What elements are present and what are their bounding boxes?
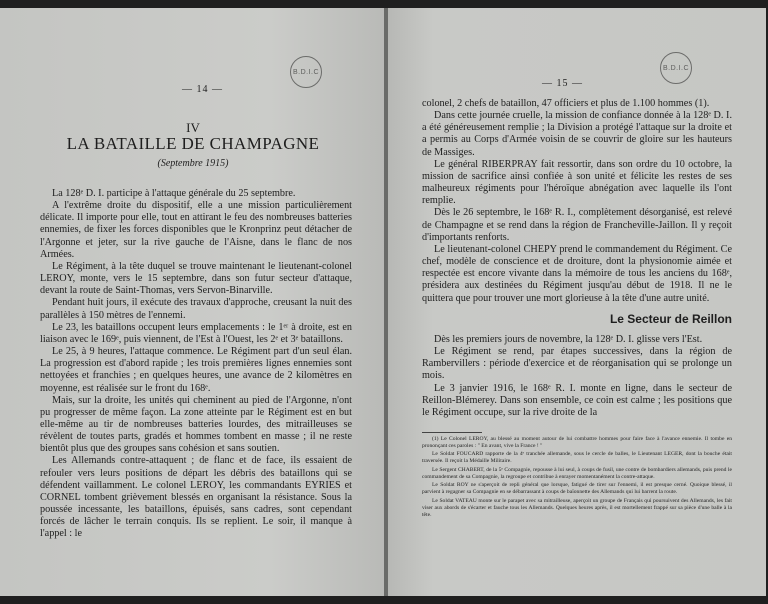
- footnote: Le Soldat ROY ne s'aperçoit de repli général que lorsque, fatigué de tirer sur l'ennemi, il est presque cerné. Quoique blessé, il parvient à regagner sa Compagnie en se débarrassant à coups de baïonnette des Allemands qui lui barrent la route.: [422, 482, 732, 496]
- section-title: Le Secteur de Reillon: [609, 312, 732, 326]
- paragraph: Le 25, à 9 heures, l'attaque commence. Le Régiment part d'un seul élan. La progression est d'abord rapide ; les trois premières lignes ennemies sont nettoyées et franchies ; en quelques heures, une avance de 2 kilomètres en moyenne, est réalisée sur le front du 168ᵉ.: [40, 346, 352, 394]
- footnote: Le Sergent CHABERT, de la 5ᵉ Compagnie, repousse à lui seul, à coups de fusil, une contre de bombardiers allemands, puis prend le commandement de sa Compagnie, la regroupe et contribue à enrayer momentanément la contre-attaque.: [422, 466, 732, 480]
- paragraph: colonel, 2 chefs de bataillon, 47 officiers et plus de 1.100 hommes (1).: [422, 98, 710, 109]
- page-number: — 14 —: [182, 84, 223, 95]
- paragraph: Dès le 26 septembre, le 168ᵉ R. I., complètement désorganisé, est relevé de Champagne et se rend dans la région de Francheville-Jaillon. Il y reçoit d'importants renforts.: [422, 207, 732, 243]
- paragraph: Dans cette journée cruelle, la mission de confiance donnée à la 128ᵉ D. I. a été généreusement remplie ; la Division a protégé l'attaque sur la droite et a permis au Corps d'Armée voisin de se couvrir de gloire sur les hauteurs de Massiges.: [422, 110, 732, 158]
- footnote: Le Soldat VATEAU monte sur le parapet avec sa mitrailleuse, aperçoit un groupe de Français qui poursuivent des Allemands, les fait viser aux abords de s'écarter et fauche tous les Allemands. Quelques heures après, il est mortellement frappé sur sa pièce d'une balle à la tête.: [422, 497, 732, 518]
- chapter-subtitle: (Septembre 1915): [157, 158, 229, 169]
- paragraph: Le Régiment, à la tête duquel se trouve maintenant le lieutenant-colonel LEROY, monte, vers le 15 septembre, dans son futur secteur d'attaque, devant la route de Saint-Thomas, vers Servon-Binarville.: [40, 260, 352, 297]
- right-page: [388, 8, 766, 596]
- footnote-rule: [422, 432, 482, 433]
- paragraph: La 128ᵉ D. I. participe à l'attaque générale du 25 septembre.: [52, 188, 296, 199]
- left-body: [40, 188, 352, 541]
- section-body: [422, 334, 732, 419]
- paragraph: Le général RIBERPRAY fait ressortir, dans son ordre du 10 octobre, la mission de sacrifice ainsi confiée à son unité et félicite les restes de ses malheureux régiments pour l'héroïque abnégation avec laquelle ils l'ont remplie.: [422, 158, 732, 207]
- library-stamp: B.D.I.C: [660, 52, 692, 84]
- paragraph: Le 23, les bataillons occupent leurs emplacements : le 1ᵉʳ à droite, est en liaison avec le 169ᵉ, puis viennent, de l'Est à l'Ouest, les 2ᵉ et 3ᵉ bataillons.: [40, 321, 352, 345]
- paragraph: Le 3 janvier 1916, le 168ᵉ R. I. monte en ligne, dans le secteur de Reillon-Blémerey. Dans son ensemble, ce coin est calme ; les positions que le Régiment occupe, sur la rive droite de la: [422, 382, 732, 418]
- paragraph: Dès les premiers jours de novembre, la 128ᵉ D. I. glisse vers l'Est.: [434, 334, 703, 345]
- paragraph: Pendant huit jours, il exécute des travaux d'approche, creusant la nuit des parallèles à 150 mètres de l'ennemi.: [40, 297, 352, 321]
- page-number: — 15 —: [542, 78, 583, 89]
- footnote: (1) Le Colonel LEROY, au blessé au moment autour de lui combattre hommes pour faire face à l'avance ennemie. Il tombe en prononçant ces paroles : " En avant, vive la France ! ": [422, 436, 732, 450]
- paragraph: Le lieutenant-colonel CHEPY prend le commandement du Régiment. Ce chef, modèle de conscience et de droiture, dont la physionomie aimée et respectée est encore vivante dans la mémoire de tous les anciens du 168ᵉ, présidera aux destinées du Régiment jusqu'au début de 1918. Il ne le quittera que pour trouver une mort glorieuse à la tête d'une autre unité.: [422, 243, 732, 304]
- footnotes: [422, 436, 732, 520]
- right-body: [422, 98, 732, 305]
- footnote: Le Soldat FOUCARD rapporte de la 4ᵉ tranchée allemande, sous le cercle de balles, le Lieutenant LEGER, dont la bouche était traversée. Il reçoit la Médaille Militaire.: [422, 451, 732, 465]
- paragraph: A l'extrême droite du dispositif, elle a une mission particulièrement délicate. Il importe pour elle, tout en attirant le feu des nombreuses batteries ennemies, de fixer les forces disponibles que le Kronprinz peut détacher de l'Argonne et jeter, sur la rive gauche de l'Aisne, dans le flanc de nos Armées.: [40, 200, 352, 260]
- chapter-number: IV: [186, 120, 200, 135]
- library-stamp: B.D.I.C: [290, 56, 322, 88]
- paragraph: Le Régiment se rend, par étapes successives, dans la région de Rambervillers : période d'exercice et de réorganisation qui se prolonge un mois.: [422, 346, 732, 382]
- paragraph: Mais, sur la droite, les unités qui cheminent au pied de l'Argonne, n'ont pu progresser de même façon. La zone atteinte par le Régiment est en but elle-même au tir de nombreuses batteries lourdes, des mitrailleuses se révèlent de toutes parts, gradés et hommes tombent en masse ; il ne reste bientôt plus que des groupes sans cohésion et sans soutien.: [40, 394, 352, 455]
- chapter-title: LA BATAILLE DE CHAMPAGNE: [66, 134, 320, 153]
- left-page: [0, 8, 386, 596]
- paragraph: Les Allemands contre-attaquent ; de flanc et de face, ils essaient de refouler vers leurs positions de départ les débris des bataillons qui se défendent vaillamment. Le colonel LEROY, les commandants EYRIES et CORNEL tombent grièvement blessés en organisant la résistance. Sous la poussée incessante, les bataillons, épuisés, sans cadres, sont cependant forcés de lâcher le terrain conquis. Ils se replient. Le soir, il manque à l'appel : le: [40, 455, 352, 540]
